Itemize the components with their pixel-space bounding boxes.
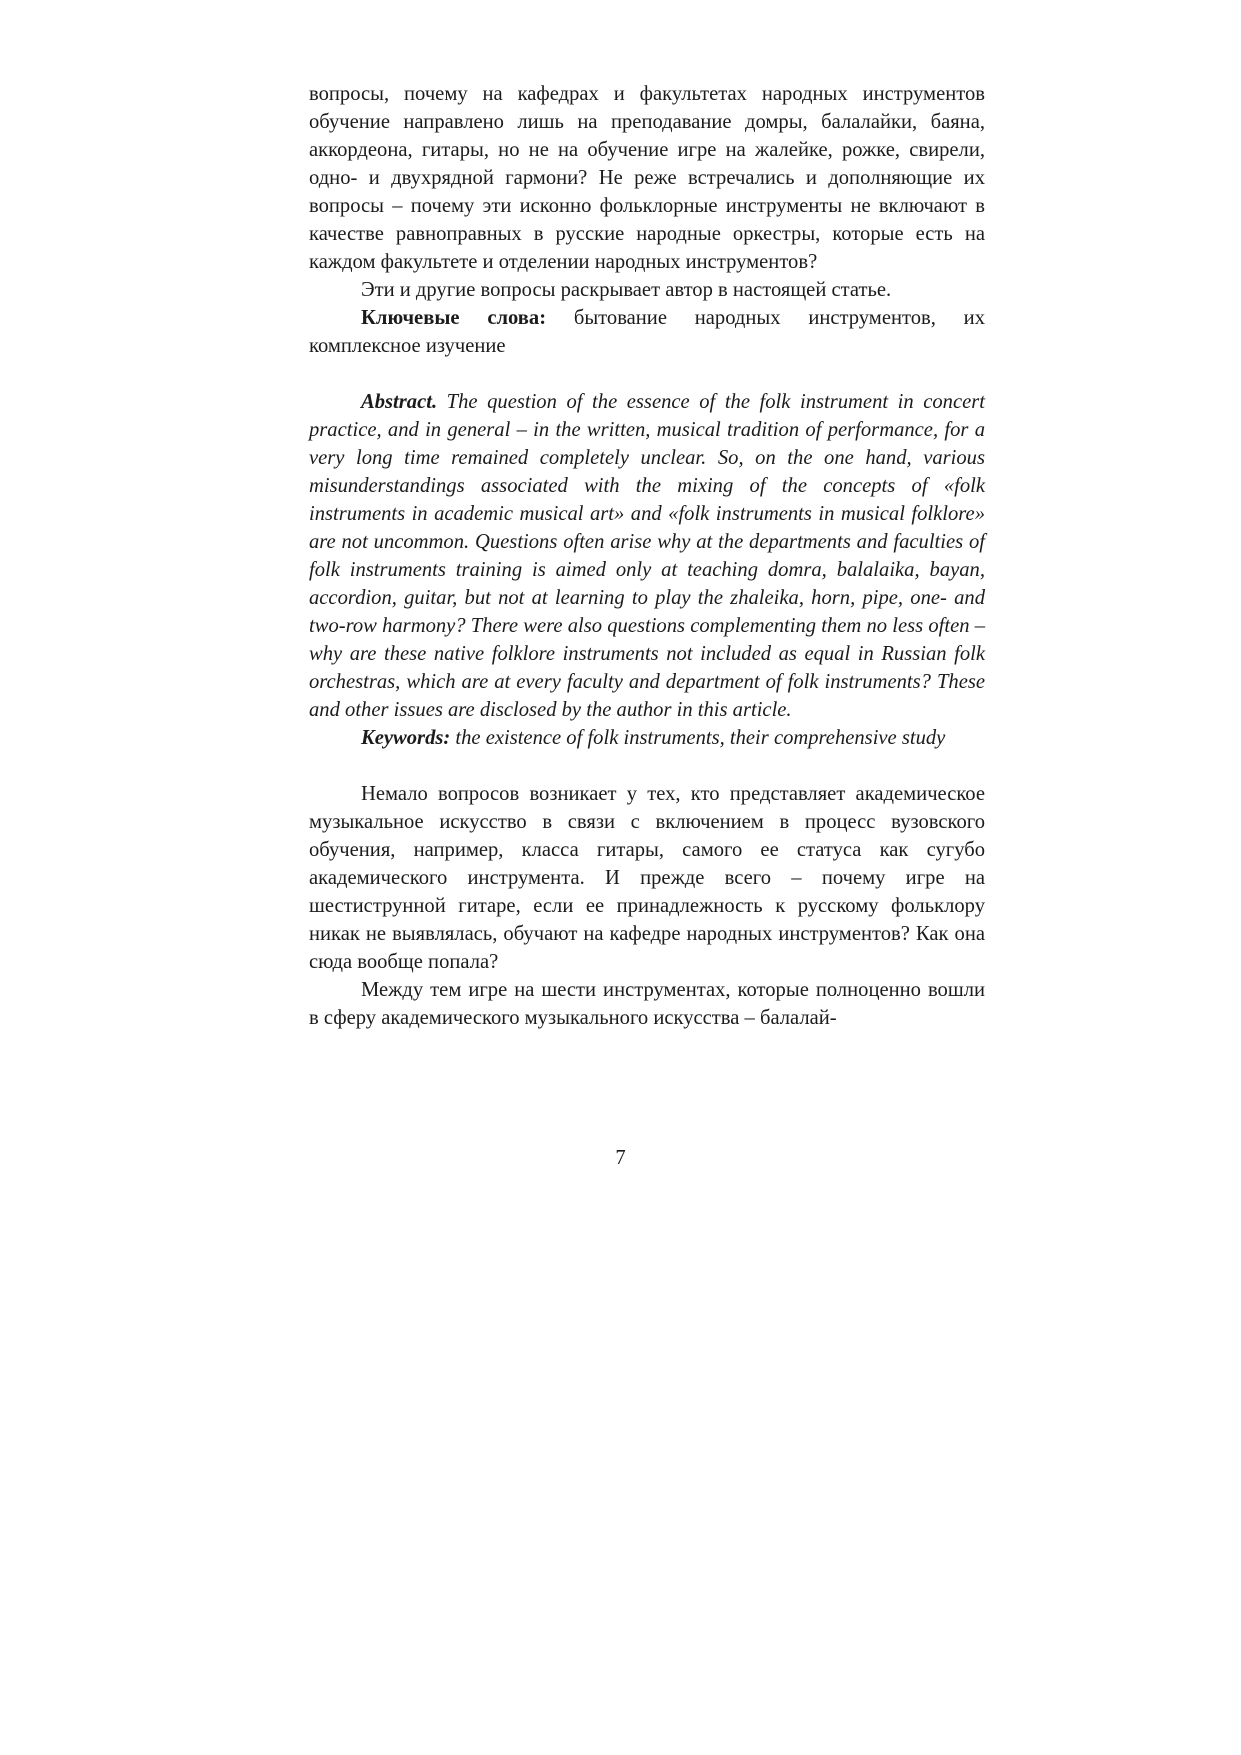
russian-abstract-continuation: вопросы, почему на кафедрах и факультетах народных инструментов обучение направлено лишь на преподавание домры, балалайки, баяна, аккордеона, гитары, но не на обучение игре на жалейке, рожке, свирели, одно- и двухрядной гармони? Не реже встречались и дополняющие их вопросы – почему эти исконно фольклорные инструменты не включают в качестве равноправных в русские народные оркестры, которые есть на каждом факультете и отделении народных инструментов? <box>309 83 985 273</box>
english-abstract-text: The question of the essence of the folk instrument in concert practice, and in general – in the written, musical tradition of performance, for a very long time remained completely unclear. So, on the one hand, various misunderstandings associated with the mixing of the concepts of «folk instruments in academic musical art» and «folk instruments in musical folklore» are not uncommon. Questions often arise why at the departments and faculties of folk instruments training is aimed only at teaching domra, balalaika, bayan, accordion, guitar, but not at learning to play the zhaleika, horn, pipe, one- and two-row harmony? There were also questions complementing them no less often – why are these native folklore instruments not included as equal in Russian folk orchestras, which are at every faculty and department of folk instruments? These and other issues are disclosed by the author in this article. <box>309 391 985 721</box>
english-abstract <box>309 388 985 724</box>
article-page <box>309 80 985 1032</box>
english-keywords-label: Keywords: <box>361 727 451 749</box>
russian-keywords-label: Ключевые слова: <box>361 307 547 329</box>
russian-keywords-text: бытование народных инструментов, их комплексное изучение <box>309 307 985 357</box>
spacer <box>309 360 985 388</box>
russian-abstract-closing: Эти и другие вопросы раскрывает автор в настоящей статье. <box>361 279 892 301</box>
body-paragraph: Немало вопросов возникает у тех, кто представляет академическое музыкальное искусство в связи с включением в процесс вузовского обучения, например, класса гитары, самого ее статуса как сугубо академического инструмента. И прежде всего – почему игре на шестиструнной гитаре, если ее принадлежность к русскому фольклору никак не выявлялась, обучают на кафедре народных инструментов? Как она сюда вообще попала? <box>309 783 985 973</box>
english-abstract-label: Abstract. <box>361 391 438 413</box>
body-paragraph: Между тем игре на шести инструментах, которые полноценно вошли в сферу академического музыкального искусства – балалай- <box>309 979 985 1029</box>
english-keywords <box>309 724 985 752</box>
english-keywords-text: the existence of folk instruments, their comprehensive study <box>450 727 946 749</box>
spacer <box>309 752 985 780</box>
page-number: 7 <box>615 1147 626 1169</box>
russian-keywords <box>309 304 985 360</box>
